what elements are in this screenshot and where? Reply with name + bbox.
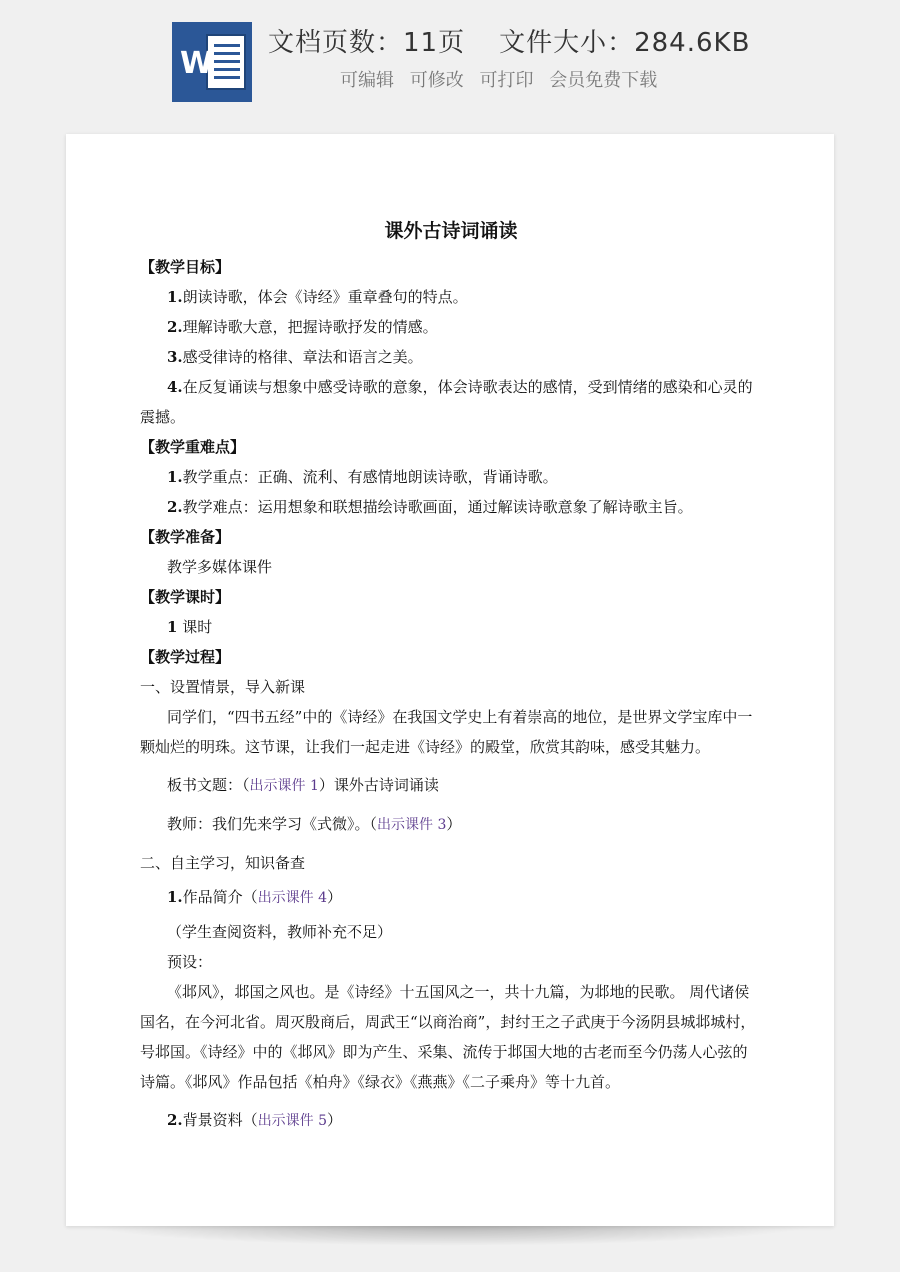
goal-item: 1.朗读诗歌，体会《诗经》重章叠句的特点。 (167, 288, 468, 306)
student-note: （学生查阅资料，教师补充不足） (167, 923, 393, 941)
prep-text: 教学多媒体课件 (167, 558, 273, 576)
keypoint-item: 2.教学难点：运用想象和联想描绘诗歌画面，通过解读诗歌意象了解诗歌主旨。 (167, 498, 693, 516)
word-logo-letter: W (180, 46, 214, 81)
courseware-reference: 出示课件 3 (377, 817, 447, 833)
prep-heading: 【教学准备】 (140, 528, 231, 546)
preset-label: 预设： (167, 953, 213, 971)
bei-feng-paragraph: 《邶风》，邶国之风也。是《诗经》十五国风之一，共十九篇，为邶地的民歌。 周代诸侯国名，在今河北省。周灭殷商后，周武王“以商治商”，封纣王之子武庚于今汤阴县城邶城村，号邶国。《诗经》中的《邶风》即为产生、采集、流传于邶国大地的古老而至今仍荡人心弦的诗篇。《邶风》作品包括《柏舟》《绿衣》《燕燕》《二子乘舟》等十九首。 (140, 983, 756, 1091)
goal-item: 3.感受律诗的格律、章法和语言之美。 (167, 348, 423, 366)
goal-item: 2.理解诗歌大意，把握诗歌抒发的情感。 (167, 318, 438, 336)
download-banner (0, 0, 900, 118)
teacher-line: 教师：我们先来学习《式微》。（出示课件 3） (167, 815, 462, 833)
board-title-line: 板书文题：（出示课件 1）课外古诗词诵读 (167, 776, 439, 794)
feature-list (340, 66, 667, 92)
courseware-reference: 出示课件 4 (257, 890, 328, 906)
file-size: 文件大小：284.6KB (499, 28, 751, 58)
hours-text: 1 课时 (167, 618, 213, 636)
goals-heading: 【教学目标】 (140, 258, 231, 276)
feature-modifiable: 可修改 (409, 70, 464, 91)
feature-member-download: 会员免费下载 (549, 70, 658, 91)
document-page (66, 134, 834, 1226)
word-document-icon (172, 22, 252, 102)
feature-editable: 可编辑 (340, 70, 394, 91)
keypoints-heading: 【教学重难点】 (140, 438, 246, 456)
background-line: 2.背景资料（出示课件 5） (167, 1111, 343, 1129)
section-heading: 二、自主学习，知识备查 (140, 854, 306, 872)
file-info (268, 22, 750, 58)
section-heading: 一、设置情景，导入新课 (140, 678, 306, 696)
work-intro-line: 1.作品简介（出示课件 4） (167, 888, 343, 906)
courseware-reference: 出示课件 5 (257, 1113, 328, 1129)
intro-paragraph: 同学们，“四书五经”中的《诗经》在我国文学史上有着崇高的地位，是世界文学宝库中一颗灿烂的明珠。这节课，让我们一起走进《诗经》的殿堂，欣赏其韵味，感受其魅力。 (140, 708, 753, 756)
courseware-reference: 出示课件 1 (249, 778, 319, 794)
process-heading: 【教学过程】 (140, 648, 231, 666)
keypoint-item: 1.教学重点：正确、流利、有感情地朗读诗歌，背诵诗歌。 (167, 468, 558, 486)
goal-item: 4.在反复诵读与想象中感受诗歌的意象，体会诗歌表达的感情，受到情绪的感染和心灵的震撼。 (140, 378, 753, 426)
page-count: 文档页数：11页 (268, 28, 466, 58)
hours-heading: 【教学课时】 (140, 588, 231, 606)
document-title: 课外古诗词诵读 (384, 220, 518, 242)
document-content (140, 214, 762, 1136)
feature-printable: 可打印 (479, 70, 534, 91)
